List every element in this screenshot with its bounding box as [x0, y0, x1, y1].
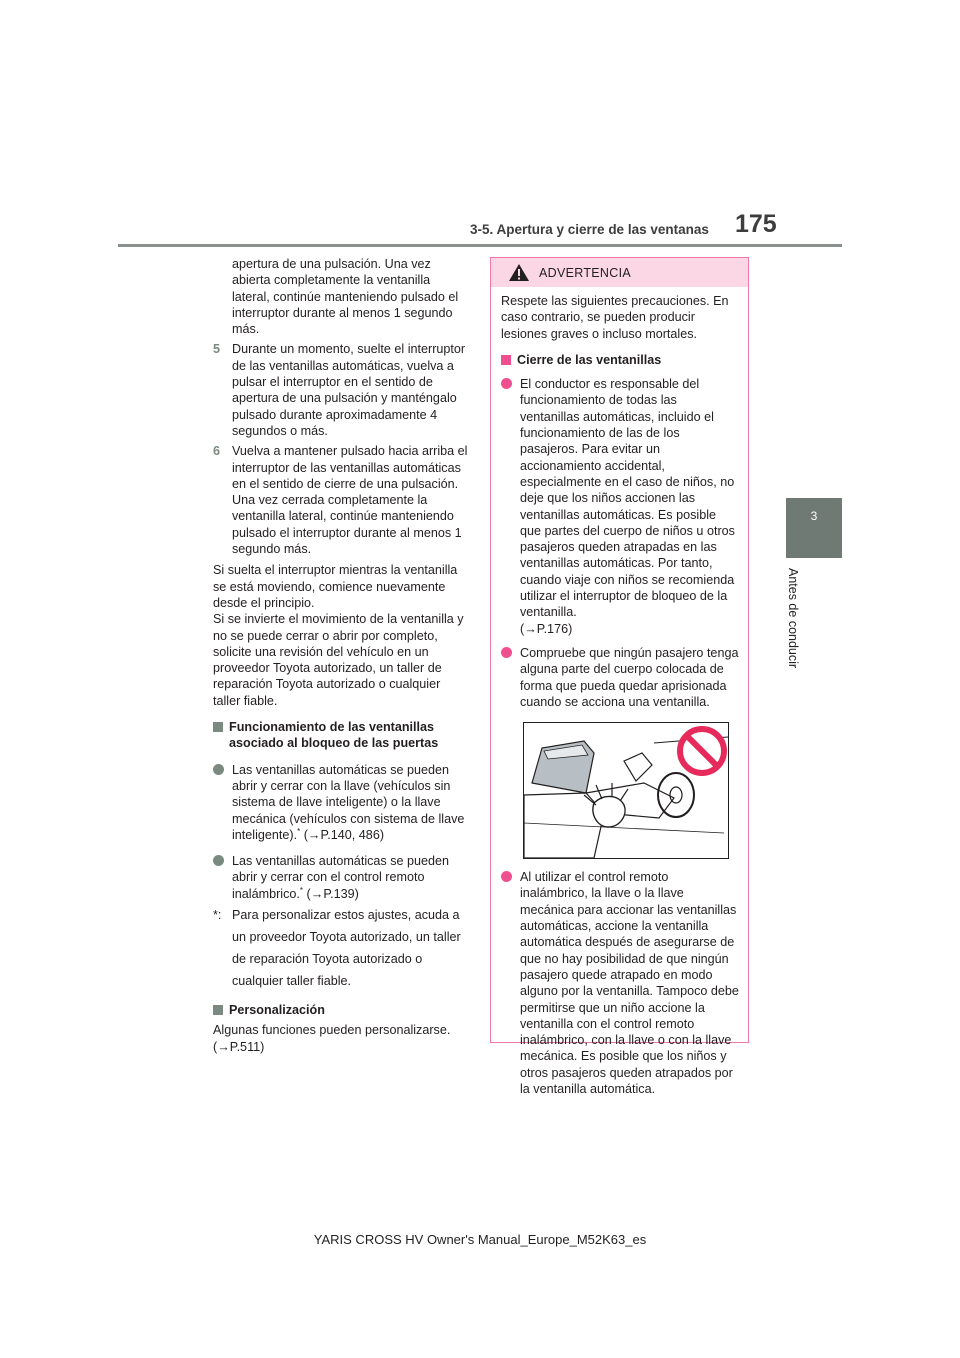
list-item-text: Las ventanillas automáticas se pueden abrir y cerrar con la llave (vehículos sin sistema de llave inteligente) o la llave mecánica (vehículos con sistema de llave inteligente).* (→P.140, 486) [232, 762, 465, 842]
list-item [213, 853, 469, 902]
circle-bullet-icon [501, 871, 512, 882]
list-item [501, 376, 739, 637]
footnote-star: * [297, 826, 301, 836]
square-bullet-icon [213, 722, 223, 732]
left-column [213, 256, 469, 1055]
list-item [213, 762, 469, 843]
footnote-mark: *: [213, 907, 222, 922]
step-text: Durante un momento, suelte el interruptor de las ventanillas automáticas, vuelva a pulsar el interruptor en el sentido de apertura de una pulsación y manténgalo pulsado durante aproximadamente 4 segundos o más. [232, 342, 466, 438]
subheading-text: Personalización [229, 1002, 325, 1017]
list-item [501, 869, 739, 1097]
section-title: 3-5. Apertura y cierre de las ventanas [470, 222, 709, 237]
paragraph: Si suelta el interruptor mientras la ventanilla se está moviendo, comience nuevamente desde el principio. [213, 563, 458, 610]
step-number: 6 [213, 444, 221, 459]
footnote-text: Para personalizar estos ajustes, acuda a un proveedor Toyota autorizado, un taller de reparación Toyota autorizado o cualquier taller fiable. [232, 907, 461, 988]
chapter-title: Antes de conducir [786, 568, 800, 669]
paragraph: Si se invierte el movimiento de la ventanilla y no se puede cerrar o abrir por completo, solicite una revisión del vehículo en un proveedor Toyota autorizado, un taller de reparación Toyota autorizado o cualquier taller fiable. [213, 612, 464, 708]
circle-bullet-icon [213, 855, 224, 866]
step-number: 5 [213, 342, 221, 357]
paragraph: Algunas funciones pueden personalizarse. [213, 1023, 451, 1038]
window-pinch-illustration [523, 722, 729, 859]
circle-bullet-icon [501, 647, 512, 658]
chapter-tab[interactable]: 3 [786, 498, 842, 558]
page-link[interactable]: (→P.139) [303, 886, 359, 901]
warning-intro: Respete las siguientes precauciones. En caso contrario, se pueden producir lesiones graves o incluso mortales. [501, 294, 729, 341]
footer-text: YARIS CROSS HV Owner's Manual_Europe_M52K63_es [313, 1232, 647, 1247]
subheading-text: Funcionamiento de las ventanillas asociado al bloqueo de las puertas [229, 720, 439, 751]
subheading [501, 352, 739, 368]
car-interior-drawing [524, 723, 728, 858]
step-item [213, 443, 469, 557]
list-item-text: Las ventanillas automáticas se pueden abrir y cerrar con el control remoto inalámbrico.* (→P.139) [232, 854, 450, 901]
warning-title: ADVERTENCIA [539, 266, 631, 280]
step-item [213, 341, 469, 439]
circle-bullet-icon [501, 378, 512, 389]
list-item-text: Al utilizar el control remoto inalámbrico, la llave o la llave mecánica para accionar las ventanillas automáticas, accione la ventanilla automática después de asegurarse de que no hay posibilidad de que ningún pasajero quede atrapado en modo alguno por la ventanilla. Tampoco debe permitirse que un niño accione la ventanilla con el control remoto inalámbrico, con la llave o con la llave mecánica. Es posible que los niños y otros pasajeros queden atrapados por la ventanilla automática. [520, 870, 739, 1096]
subheading-text: Cierre de las ventanillas [517, 352, 662, 367]
header-divider [118, 244, 842, 247]
page-number: 175 [735, 210, 777, 238]
intro-text: apertura de una pulsación. Una vez abierta completamente la ventanilla lateral, continúe manteniendo pulsado el interruptor durante al menos 1 segundo más. [232, 257, 459, 337]
warning-triangle-icon [508, 263, 530, 282]
square-bullet-icon [213, 1005, 223, 1015]
footnote [213, 904, 469, 992]
list-item-text: El conductor es responsable del funcionamiento de todas las ventanillas automáticas, incluido el funcionamiento de las de los pasajeros. Para evitar un accionamiento accidental, especialmente en el caso de niños, no deje que los niños accionen las ventanillas automáticas. Es posible que partes del cuerpo de niños u otros pasajeros queden atrapadas en las ventanillas automáticas. Por tanto, cuando viaje con niños se recomienda utilizar el interruptor de bloqueo de la ventanilla. (→P.176) [520, 377, 735, 636]
page-link[interactable]: (→P.140, 486) [300, 827, 385, 842]
warning-header [491, 258, 748, 287]
square-bullet-icon [501, 355, 511, 365]
warning-body [491, 287, 748, 1097]
footnote-star: * [299, 885, 304, 895]
page-link[interactable]: (→P.511) [213, 1039, 265, 1054]
step-text: Vuelva a mantener pulsado hacia arriba el interruptor de las ventanillas automáticas en el sentido de cierre de una pulsación. Una vez cerrada completamente la ventanilla lateral, continúe manteniendo pulsado el interruptor durante al menos 1 segundo más. [232, 444, 468, 557]
page-link[interactable]: (→P.176) [520, 621, 573, 636]
list-item-text: Compruebe que ningún pasajero tenga alguna parte del cuerpo colocada de forma que pueda quedar aprisionada cuando se acciona una ventanilla. [520, 645, 739, 709]
subheading [213, 719, 469, 752]
circle-bullet-icon [213, 764, 224, 775]
subheading [213, 1002, 469, 1018]
warning-box [490, 257, 749, 1096]
list-item [501, 645, 739, 710]
